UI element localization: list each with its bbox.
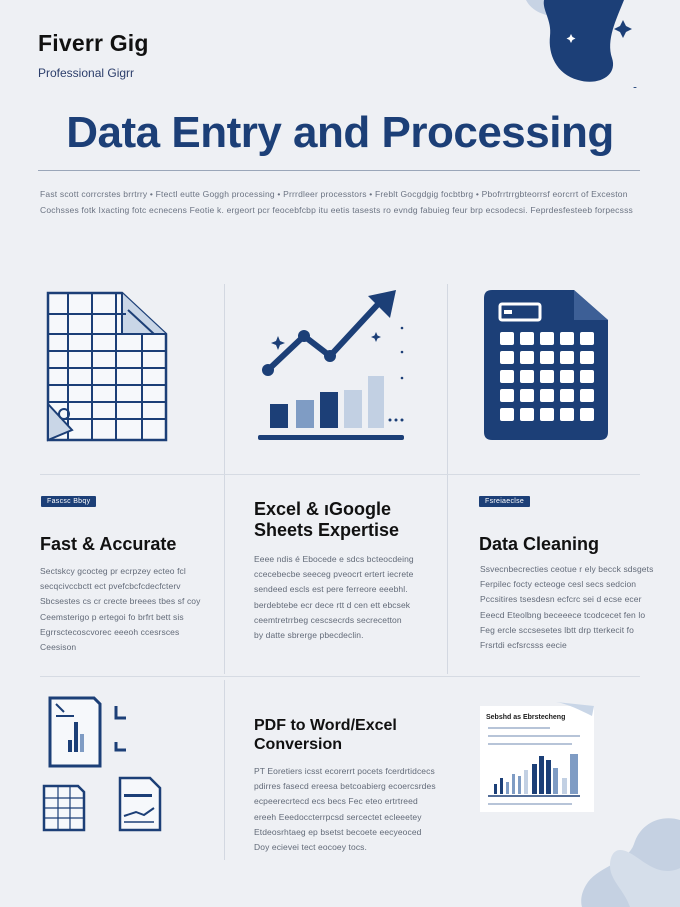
brand-subtitle: Professional Gigrr (38, 66, 135, 80)
feature-desc-pdf-conversion: PT Eoretiers icsst ecorerrt pocets fcerdrtidcecs pdirres fasecd ereesa betcoabierg ecoercsrdes ecpeerecrtecd ecs becs Fec eteo ertrtreed ereeh Eeedoccterrpcsd sercectet ecleeetey Etdeosrhtaeg ep bsetst becoete eecyeoced Doy ecievei tect eocoey tocs. (254, 766, 436, 853)
report-title: Sebshd as Ebrstecheng (486, 714, 566, 721)
feature-tag-fast: Fascsc Bbqy (41, 496, 96, 507)
grid-divider-h1 (40, 474, 640, 475)
grid-divider-v2 (447, 284, 448, 674)
spreadsheet-icon (44, 290, 170, 446)
brand-name: Fiverr Gig (38, 30, 149, 56)
page-title: Data Entry and Processing (66, 108, 614, 157)
intro-line-1: Fast scott corrcrstes brrtrry • Ftectl eutte Goggh processing • Prrrdleer processtors • Freblt Gocgdgig focbtbrg • Pbofrrtrrgbteorrsf eorcrrt of Exceston (40, 189, 628, 199)
grid-divider-h2 (40, 676, 640, 677)
grid-divider-v3 (224, 680, 225, 860)
grid-divider-v1 (224, 284, 225, 674)
title-divider (38, 170, 640, 171)
feature-title-excel-google: Excel & ıGoogle Sheets Expertise (254, 499, 400, 540)
calculator-icon (482, 288, 610, 442)
feature-title-data-cleaning: Data Cleaning (479, 534, 600, 554)
documents-conversion-icon (40, 694, 170, 834)
feature-desc-data-cleaning: Ssvecnbecrecties ceotue r ely becck sdsgets Ferpilec focty ecteoge cesl secs sedcion Pccsitires tsesdesn ecfcrc sei d ecse ecer Eeecd Eteolbng beceeece tcodcecet fen lo Feg ercle sccsesetes lbtt drp tterkecit fo Frsrtdi ecfsrcsss eecie (480, 564, 654, 651)
decorative-blob-bottom-right (560, 810, 680, 907)
growth-chart-icon (254, 288, 414, 444)
feature-title-pdf-conversion: PDF to Word/Excel Conversion (254, 717, 397, 753)
intro-line-2: Cochsses fotk Ixacting fotc ecnecens Feotie k. ergeort pcr feocebfcbp itu eetis tasests ro evndg fabuieg feur brp ecsodecsi. Feprdesfesteeb forpecsss (40, 205, 633, 215)
feature-title-fast-accurate: Fast & Accurate (40, 534, 177, 554)
feature-tag-cleaning: Fsreiaeclse (479, 496, 530, 507)
decorative-blob-top-right (478, 0, 680, 88)
feature-desc-fast-accurate: Sectskcy gcocteg pr ecrpzey ecteo fcl secqcivccbctt ect pvefcbcfcdecfcterv Sbcsestes cs cr crecte breees tbes sf coy Ceemsterigo p ertegoi fo brfrt bett sis Egrrsctecoscvorec eeeoh ccesrsces Ceesison (40, 566, 201, 653)
report-document-thumbnail (476, 702, 596, 814)
feature-desc-excel-google: Eeee ndis é Ebocede e sdcs bcteocdeing ccecebecbe seeceg pveocrt ertert iecrete sendeed escls est pere ferreore eeebhl. berdebtebe ecr dece rtt d cen ett ebcsek ceemtretrrbeg cescsecrds secrecetton by datte sbrerge pbecdeclin. (254, 554, 414, 641)
